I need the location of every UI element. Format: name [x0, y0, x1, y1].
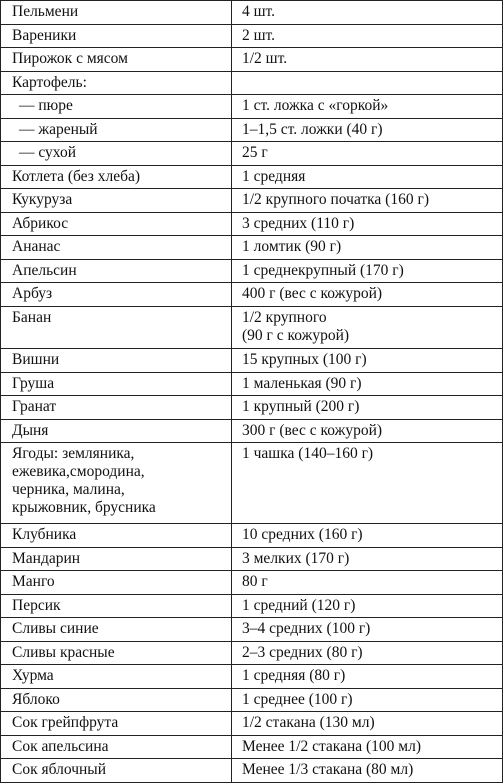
- food-cell: Вишни: [1, 349, 232, 373]
- amount-cell: 15 крупных (100 г): [232, 349, 503, 373]
- table-row: [1, 524, 503, 548]
- amount-cell: 3–4 средних (100 г): [232, 618, 503, 642]
- food-cell: Арбуз: [1, 283, 232, 307]
- portion-table-body: [1, 1, 503, 783]
- food-cell: Банан: [1, 306, 232, 349]
- table-row: [1, 349, 503, 373]
- food-cell: Кукуруза: [1, 189, 232, 213]
- amount-cell: 1/2 шт.: [232, 48, 503, 72]
- table-row: [1, 236, 503, 260]
- table-row: [1, 618, 503, 642]
- food-cell: Пирожок с мясом: [1, 48, 232, 72]
- table-row: [1, 95, 503, 119]
- food-cell: Груша: [1, 372, 232, 396]
- food-cell: Картофель:: [1, 71, 232, 95]
- amount-cell: 1 крупный (200 г): [232, 396, 503, 420]
- table-row: [1, 118, 503, 142]
- food-cell: Сливы синие: [1, 618, 232, 642]
- table-row: [1, 641, 503, 665]
- table-row: [1, 735, 503, 759]
- food-cell: Пельмени: [1, 1, 232, 25]
- amount-cell: 1/2 крупного початка (160 г): [232, 189, 503, 213]
- table-row: [1, 306, 503, 349]
- amount-cell: [232, 71, 503, 95]
- table-row: [1, 283, 503, 307]
- amount-cell: 1 средняя: [232, 165, 503, 189]
- food-cell: Ягоды: земляника, ежевика,смородина, черника, малина, крыжовник, брусника: [1, 443, 232, 524]
- food-cell: Персик: [1, 594, 232, 618]
- amount-cell: 1 ст. ложка с «горкой»: [232, 95, 503, 119]
- amount-cell: Менее 1/3 стакана (80 мл): [232, 759, 503, 783]
- amount-cell: 80 г: [232, 571, 503, 595]
- table-row: [1, 165, 503, 189]
- table-row: [1, 48, 503, 72]
- table-row: [1, 189, 503, 213]
- table-row: [1, 547, 503, 571]
- amount-cell: 300 г (вес с кожурой): [232, 419, 503, 443]
- amount-cell: 1/2 крупного (90 г с кожурой): [232, 306, 503, 349]
- food-cell: — пюре: [1, 95, 232, 119]
- amount-cell: 1/2 стакана (130 мл): [232, 712, 503, 736]
- amount-cell: 1 маленькая (90 г): [232, 372, 503, 396]
- amount-cell: 1–1,5 ст. ложки (40 г): [232, 118, 503, 142]
- table-row: [1, 688, 503, 712]
- amount-cell: 2–3 средних (80 г): [232, 641, 503, 665]
- table-row: [1, 396, 503, 420]
- amount-cell: Менее 1/2 стакана (100 мл): [232, 735, 503, 759]
- table-row: [1, 212, 503, 236]
- food-cell: Клубника: [1, 524, 232, 548]
- table-row: [1, 24, 503, 48]
- food-cell: Мандарин: [1, 547, 232, 571]
- table-row: [1, 443, 503, 524]
- food-cell: Дыня: [1, 419, 232, 443]
- amount-cell: 1 чашка (140–160 г): [232, 443, 503, 524]
- food-cell: Яблоко: [1, 688, 232, 712]
- table-row: [1, 71, 503, 95]
- food-cell: — жареный: [1, 118, 232, 142]
- food-cell: Котлета (без хлеба): [1, 165, 232, 189]
- food-cell: Хурма: [1, 665, 232, 689]
- table-row: [1, 759, 503, 783]
- amount-cell: 400 г (вес с кожурой): [232, 283, 503, 307]
- table-row: [1, 372, 503, 396]
- amount-cell: 3 средних (110 г): [232, 212, 503, 236]
- food-cell: Вареники: [1, 24, 232, 48]
- table-row: [1, 142, 503, 166]
- food-cell: Сливы красные: [1, 641, 232, 665]
- food-cell: Манго: [1, 571, 232, 595]
- amount-cell: 1 ломтик (90 г): [232, 236, 503, 260]
- amount-cell: 1 среднекрупный (170 г): [232, 259, 503, 283]
- food-cell: Гранат: [1, 396, 232, 420]
- amount-cell: 25 г: [232, 142, 503, 166]
- food-cell: Сок грейпфрута: [1, 712, 232, 736]
- amount-cell: 4 шт.: [232, 1, 503, 25]
- amount-cell: 10 средних (160 г): [232, 524, 503, 548]
- food-cell: Ананас: [1, 236, 232, 260]
- amount-cell: 3 мелких (170 г): [232, 547, 503, 571]
- amount-cell: 1 среднее (100 г): [232, 688, 503, 712]
- table-row: [1, 712, 503, 736]
- table-row: [1, 571, 503, 595]
- amount-cell: 1 средний (120 г): [232, 594, 503, 618]
- table-row: [1, 1, 503, 25]
- food-cell: Абрикос: [1, 212, 232, 236]
- amount-cell: 1 средняя (80 г): [232, 665, 503, 689]
- food-cell: — сухой: [1, 142, 232, 166]
- food-cell: Сок апельсина: [1, 735, 232, 759]
- table-row: [1, 419, 503, 443]
- food-cell: Сок яблочный: [1, 759, 232, 783]
- table-row: [1, 665, 503, 689]
- food-cell: Апельсин: [1, 259, 232, 283]
- table-row: [1, 594, 503, 618]
- table-row: [1, 259, 503, 283]
- amount-cell: 2 шт.: [232, 24, 503, 48]
